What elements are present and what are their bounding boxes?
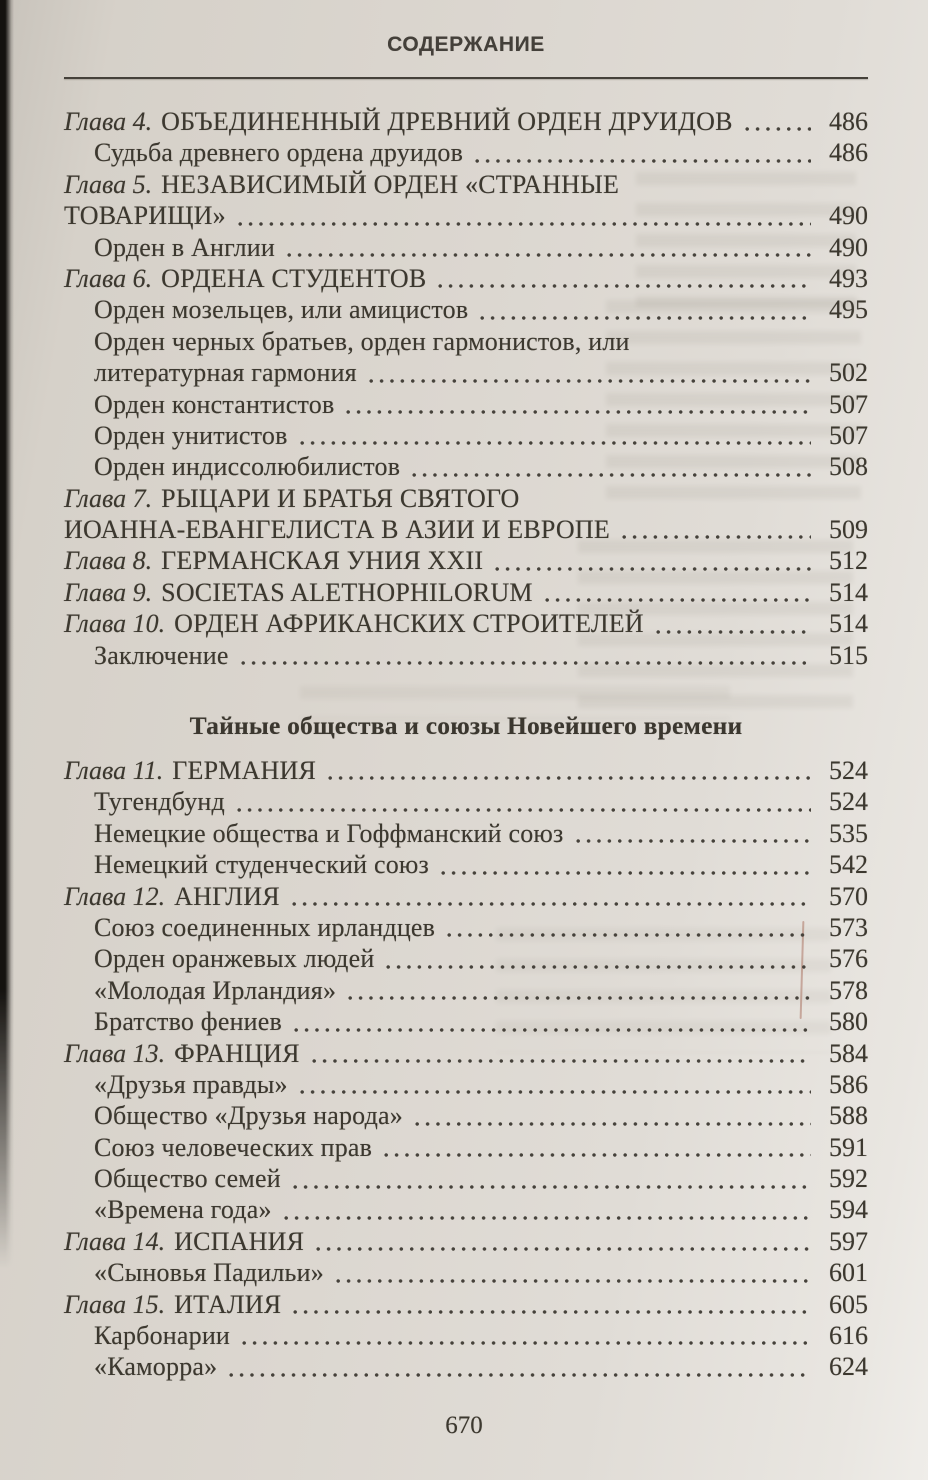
entry-title: РЫЦАРИ И БРАТЬЯ СВЯТОГО [161,483,520,513]
entry-page-number: 578 [829,975,868,1005]
page-number: 670 [445,1412,483,1439]
chapter-prefix: Глава 8. [64,546,153,576]
entry-title: «Сыновья Падильи» [94,1258,324,1288]
toc-entry [64,577,868,608]
toc-entry [64,1320,868,1351]
dot-leader [238,640,811,671]
chapter-prefix: Глава 6. [64,263,153,293]
entry-page-number: 570 [829,881,868,911]
toc-entry [64,1006,868,1037]
dot-leader [290,1289,811,1320]
chapter-prefix: Глава 14. [64,1226,166,1256]
entry-title: ИОАННА-ЕВАНГЕЛИСТА В АЗИИ И ЕВРОПЕ [64,515,610,545]
entry-page-number: 580 [829,1007,868,1037]
entry-page-number: 508 [829,452,868,482]
entry-page-number: 597 [829,1226,868,1256]
toc-entry [64,640,868,671]
toc-entry [64,1038,868,1069]
entry-page-number: 509 [829,515,868,545]
entry-page-number: 514 [829,577,868,607]
entry-title: Немецкий студенческий союз [94,850,429,880]
entry-title: Немецкие общества и Гоффманский союз [94,818,564,848]
dot-leader [297,420,811,451]
dot-leader [409,451,811,482]
dot-leader [492,545,811,576]
toc-entry [64,1257,868,1288]
entry-page-number: 576 [829,944,868,974]
entry-page-number: 624 [829,1352,868,1382]
entry-title: ОРДЕНА СТУДЕНТОВ [161,263,427,293]
toc-entry [64,608,868,639]
entry-page-number: 535 [829,818,868,848]
entry-title: «Молодая Ирландия» [94,975,337,1005]
dot-leader [366,357,811,388]
chapter-prefix: Глава 10. [64,609,166,639]
toc-entry [64,357,868,388]
chapter-prefix: Глава 5. [64,169,153,199]
entry-title: ОБЪЕДИНЕННЫЙ ДРЕВНИЙ ОРДЕН ДРУИДОВ [161,106,733,136]
entry-page-number: 601 [829,1258,868,1288]
toc-entry [64,232,868,263]
entry-title: SOCIETAS ALETHOPHILORUM [161,577,533,607]
chapter-prefix: Глава 4. [64,106,153,136]
dot-leader [345,975,811,1006]
toc-entry [64,975,868,1006]
entry-title: «Друзья правды» [94,1069,288,1099]
entry-page-number: 605 [829,1289,868,1319]
toc-entry [64,169,868,200]
entry-title: Союз соединенных ирландцев [94,912,436,942]
toc-list-part2 [64,755,868,1383]
entry-page-number: 502 [829,358,868,388]
entry-page-number: 490 [829,201,868,231]
toc-entry [64,389,868,420]
entry-title: Союз человеческих прав [94,1132,373,1162]
toc-entry [64,943,868,974]
toc-entry [64,137,868,168]
dot-leader [573,818,812,849]
entry-page-number: 542 [829,850,868,880]
entry-page-number: 486 [829,106,868,136]
toc-entry [64,514,868,545]
toc-entry [64,326,868,357]
entry-page-number: 586 [829,1069,868,1099]
toc-entry [64,1289,868,1320]
entry-page-number: 486 [829,138,868,168]
entry-page-number: 588 [829,1101,868,1131]
toc-entry [64,200,868,231]
entry-title: Судьба древнего ордена друидов [94,138,464,168]
toc-entry [64,1226,868,1257]
entry-title: ГЕРМАНСКАЯ УНИЯ XXII [161,546,484,576]
toc-entry [64,881,868,912]
dot-leader [291,1006,811,1037]
toc-entry [64,849,868,880]
chapter-prefix: Глава 12. [64,881,166,911]
entry-page-number: 584 [829,1038,868,1068]
toc-entry [64,483,868,514]
dot-leader [444,912,811,943]
toc-entry [64,263,868,294]
dot-leader [653,608,811,639]
dot-leader [435,263,811,294]
chapter-prefix: Глава 15. [64,1289,166,1319]
entry-title: Орден оранжевых людей [94,944,375,974]
dot-leader [619,514,811,545]
entry-page-number: 507 [829,389,868,419]
toc-entry [64,294,868,325]
dot-leader [381,1132,811,1163]
toc-list-part1 [64,106,868,671]
dot-leader [235,200,811,231]
dot-leader [477,294,811,325]
dot-leader [239,1320,811,1351]
toc-entry [64,755,868,786]
entry-title: ОРДЕН АФРИКАНСКИХ СТРОИТЕЛЕЙ [174,609,644,639]
entry-title: ФРАНЦИЯ [174,1038,300,1068]
entry-page-number: 515 [829,640,868,670]
entry-title: «Времена года» [94,1195,272,1225]
entry-page-number: 507 [829,420,868,450]
chapter-prefix: Глава 9. [64,577,153,607]
dot-leader [289,881,811,912]
entry-page-number: 592 [829,1164,868,1194]
dot-leader [343,389,811,420]
entry-page-number: 524 [829,756,868,786]
entry-title: Орден в Англии [94,232,276,262]
dot-leader [472,137,811,168]
entry-title: Карбонарии [94,1321,231,1351]
dot-leader [297,1069,811,1100]
toc-entry [64,420,868,451]
entry-title: АНГЛИЯ [174,881,280,911]
toc-entry [64,1069,868,1100]
section-heading: Тайные общества и союзы Новейшего времени [189,711,743,741]
chapter-prefix: Глава 7. [64,483,153,513]
toc-entry [64,1163,868,1194]
entry-title: Орден индиссолюбилистов [94,452,401,482]
toc-entry [64,1195,868,1226]
entry-page-number: 495 [829,295,868,325]
entry-page-number: 616 [829,1321,868,1351]
dot-leader [284,232,811,263]
entry-title: ИСПАНИЯ [174,1226,305,1256]
dot-leader [234,786,811,817]
entry-title: Братство фениев [94,1007,283,1037]
toc-entry [64,818,868,849]
entry-title: Орден мозельцев, или амицистов [94,295,469,325]
toc-entry [64,106,868,137]
entry-page-number: 514 [829,609,868,639]
toc-entry [64,545,868,576]
entry-title: «Каморра» [94,1352,218,1382]
toc-entry [64,786,868,817]
dot-leader [438,849,811,880]
entry-page-number: 512 [829,546,868,576]
toc-entry [64,1132,868,1163]
dot-leader [313,1226,811,1257]
entry-page-number: 594 [829,1195,868,1225]
dot-leader [226,1351,811,1382]
dot-leader [542,577,811,608]
dot-leader [325,755,811,786]
entry-title: Орден унитистов [94,420,288,450]
dot-leader [281,1195,811,1226]
dot-leader [309,1038,811,1069]
dot-leader [333,1257,811,1288]
entry-title: Общество «Друзья народа» [94,1101,403,1131]
text-block [0,33,928,1383]
entry-page-number: 493 [829,263,868,293]
toc-entry [64,451,868,482]
dot-leader [412,1100,811,1131]
entry-title: ГЕРМАНИЯ [172,756,317,786]
toc-entry [64,1100,868,1131]
header-rule [64,77,868,79]
chapter-prefix: Глава 13. [64,1038,166,1068]
entry-title: Заключение [94,640,229,670]
entry-title: Орден черных братьев, орден гармонистов, или [94,326,630,356]
entry-page-number: 573 [829,912,868,942]
toc-entry [64,912,868,943]
entry-title: ИТАЛИЯ [174,1289,282,1319]
dot-leader [383,943,811,974]
page-title: СОДЕРЖАНИЕ [387,33,545,56]
entry-title: НЕЗАВИСИМЫЙ ОРДЕН «СТРАННЫЕ [161,169,620,199]
entry-page-number: 490 [829,232,868,262]
entry-page-number: 591 [829,1132,868,1162]
chapter-prefix: Глава 11. [64,756,164,786]
entry-title: ТОВАРИЩИ» [64,201,226,231]
dot-leader [290,1163,811,1194]
toc-entry [64,1351,868,1382]
entry-page-number: 524 [829,787,868,817]
dot-leader [742,106,811,137]
entry-title: Орден константистов [94,389,335,419]
entry-title: Общество семей [94,1164,281,1194]
entry-title: литературная гармония [94,358,357,388]
entry-title: Тугендбунд [94,787,225,817]
